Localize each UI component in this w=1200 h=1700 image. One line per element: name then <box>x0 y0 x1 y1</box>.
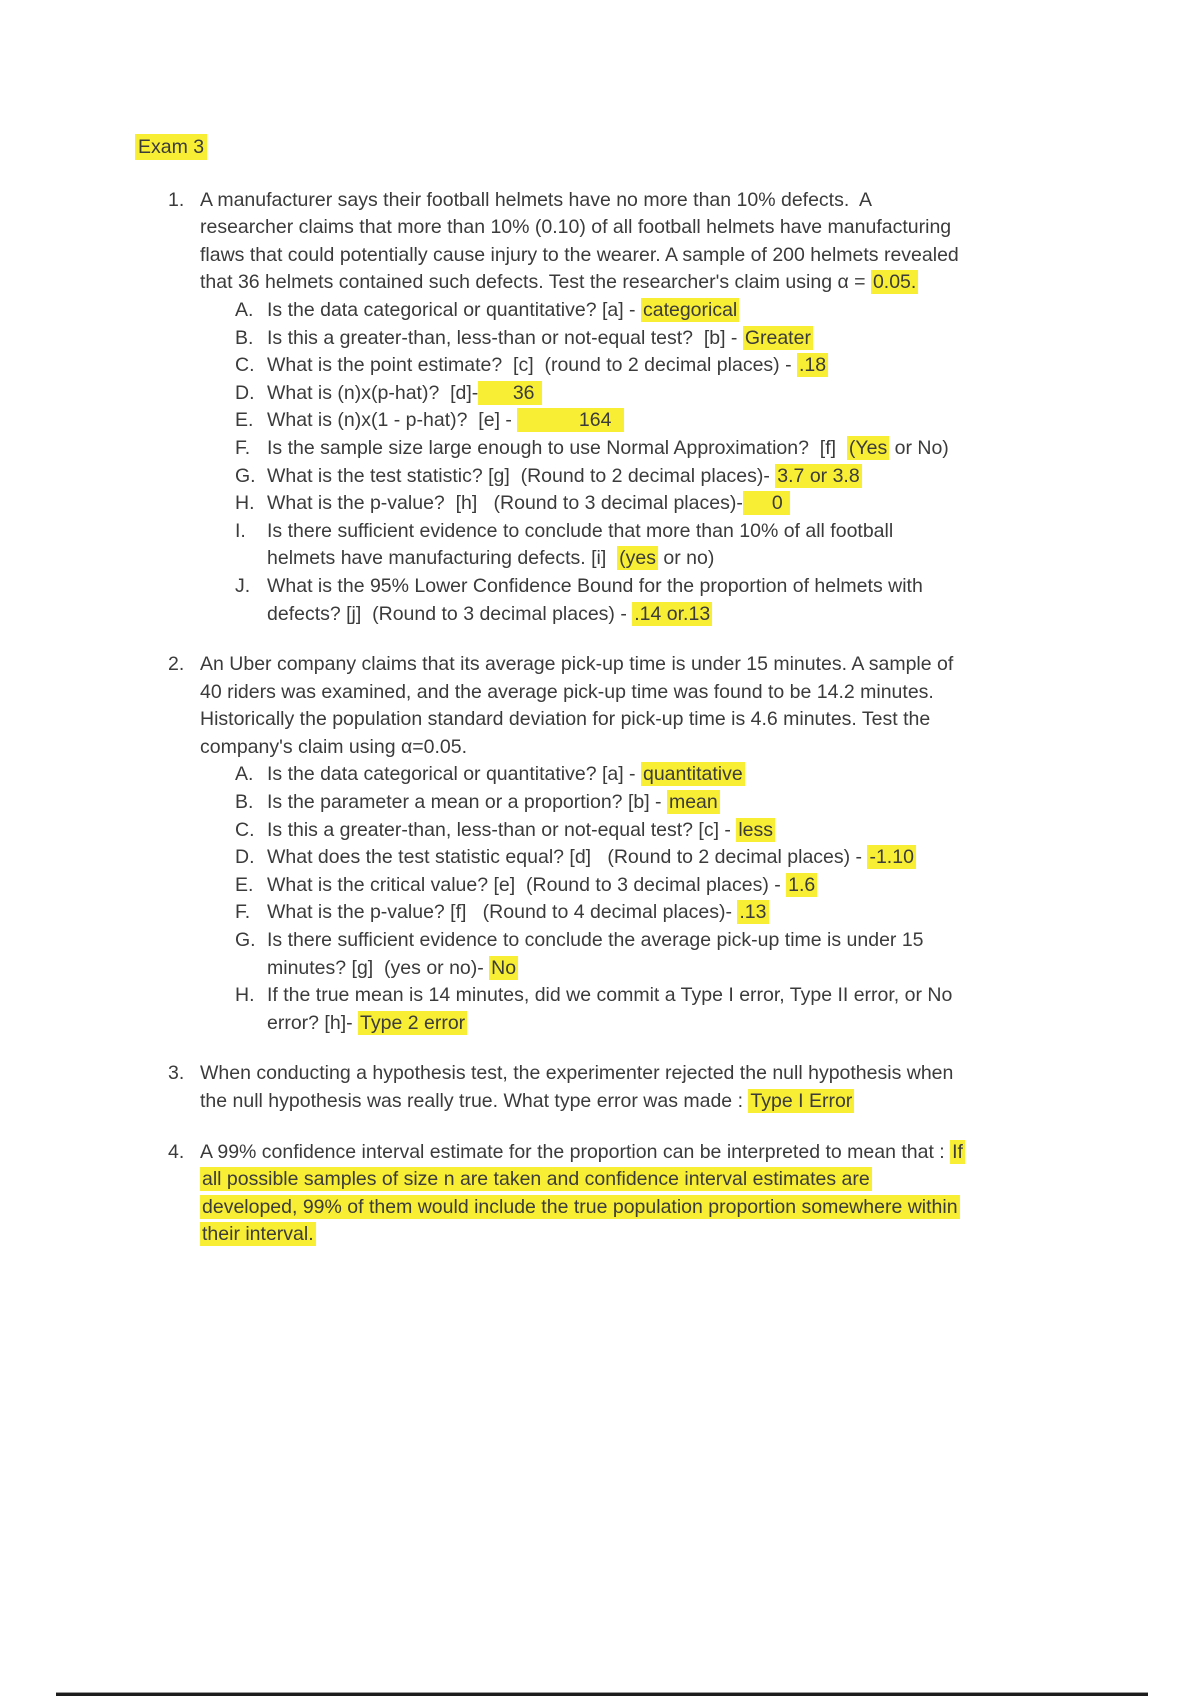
text-segment: What does the test statistic equal? [d] (Round to 2 decimal places) - <box>267 846 868 869</box>
question-body <box>200 187 1080 629</box>
text-line <box>267 490 1080 518</box>
item-text <box>267 573 1080 628</box>
answer-highlight: their interval. <box>202 1223 314 1246</box>
item-letter: J. <box>235 574 251 597</box>
text-line <box>267 927 1080 955</box>
item-letter: B. <box>235 791 254 814</box>
answer-highlight: (Yes <box>848 436 888 459</box>
text-segment: Is the sample size large enough to use Normal Approximation? [f] <box>267 436 847 459</box>
text-line <box>267 407 1080 435</box>
text-segment: flaws that could potentially cause injury to the wearer. A sample of 200 helmets revealed <box>200 243 959 266</box>
item-text <box>267 380 1080 408</box>
text-segment: If the true mean is 14 minutes, did we commit a Type I error, Type II error, or No <box>267 984 953 1007</box>
question-item <box>200 872 1080 900</box>
questions-container <box>135 187 1080 1249</box>
answer-highlight: less <box>738 818 774 841</box>
question-item <box>200 407 1080 435</box>
question-body <box>200 1060 1080 1115</box>
text-line <box>267 761 1080 789</box>
text-line <box>200 1060 1080 1088</box>
item-text <box>267 927 1080 982</box>
item-letter: C. <box>235 354 255 377</box>
item-text <box>267 982 1080 1037</box>
question-number: 4. <box>168 1140 185 1163</box>
text-segment: What is the critical value? [e] (Round to 3 decimal places) - <box>267 873 787 896</box>
item-text <box>267 407 1080 435</box>
bottom-rule <box>56 1692 1148 1696</box>
item-letter: C. <box>235 818 255 841</box>
answer-highlight: developed, 99% of them would include the true population proportion somewhere within <box>202 1195 958 1218</box>
item-letter: G. <box>235 929 256 952</box>
answer-highlight: Greater <box>744 326 811 349</box>
item-text <box>267 518 1080 573</box>
question-4 <box>135 1139 1080 1249</box>
text-line <box>200 706 1080 734</box>
item-text <box>267 352 1080 380</box>
text-segment: Historically the population standard deviation for pick-up time is 4.6 minutes. Test the <box>200 708 931 731</box>
text-segment: What is the test statistic? [g] (Round to 2 decimal places)- <box>267 464 776 487</box>
text-line <box>267 817 1080 845</box>
question-1 <box>135 187 1080 629</box>
text-line <box>267 435 1080 463</box>
text-segment: 40 riders was examined, and the average pick-up time was found to be 14.2 minutes. <box>200 680 934 703</box>
answer-highlight: 1.6 <box>788 873 816 896</box>
answer-highlight: Type I Error <box>750 1090 853 1112</box>
text-line <box>267 601 1080 629</box>
text-line <box>267 573 1080 601</box>
question-item <box>200 927 1080 982</box>
text-line <box>200 242 1080 270</box>
text-line <box>267 352 1080 380</box>
text-segment: When conducting a hypothesis test, the experimenter rejected the null hypothesis when <box>200 1062 954 1085</box>
answer-highlight: No <box>491 956 517 979</box>
text-segment: What is the p-value? [f] (Round to 4 decimal places)- <box>267 901 738 924</box>
question-item <box>200 573 1080 628</box>
answer-highlight: 0 <box>744 492 789 515</box>
question-item <box>200 297 1080 325</box>
text-line <box>200 187 1080 215</box>
text-segment: or no) <box>657 547 715 570</box>
question-item <box>200 761 1080 789</box>
text-segment: Is this a greater-than, less-than or not-equal test? [b] - <box>267 326 743 349</box>
text-line <box>267 982 1080 1010</box>
text-segment: minutes? [g] (yes or no)- <box>267 956 490 979</box>
answer-highlight: all possible samples of size n are taken and confidence interval estimates are <box>202 1168 870 1191</box>
item-letter: A. <box>235 298 254 321</box>
document-title <box>135 134 1080 162</box>
text-line <box>200 1221 1080 1249</box>
item-letter: F. <box>235 901 251 924</box>
text-segment: or No) <box>889 436 949 459</box>
item-letter: H. <box>235 984 255 1007</box>
question-body <box>200 1139 1080 1249</box>
answer-highlight: .13 <box>739 901 767 924</box>
text-segment: error? [h]- <box>267 1011 359 1034</box>
text-line <box>200 1166 1080 1194</box>
question-item <box>200 352 1080 380</box>
question-item <box>200 899 1080 927</box>
document-content <box>135 134 1080 1272</box>
question-item <box>200 982 1080 1037</box>
text-line <box>200 214 1080 242</box>
text-line <box>200 1194 1080 1222</box>
text-line <box>267 872 1080 900</box>
item-text <box>267 817 1080 845</box>
text-line <box>200 651 1080 679</box>
question-item <box>200 325 1080 353</box>
item-letter: D. <box>235 381 255 404</box>
question-2 <box>135 651 1080 1037</box>
question-number: 1. <box>168 188 185 211</box>
item-letter: D. <box>235 846 255 869</box>
item-letter: F. <box>235 436 251 459</box>
text-line <box>267 789 1080 817</box>
text-segment: Is the parameter a mean or a proportion? [b] - <box>267 791 667 814</box>
text-segment: A 99% confidence interval estimate for the proportion can be interpreted to mean that : <box>200 1140 951 1163</box>
item-letter: E. <box>235 873 254 896</box>
text-segment: An Uber company claims that its average pick-up time is under 15 minutes. A sample of <box>200 653 954 676</box>
item-text <box>267 761 1080 789</box>
text-segment: researcher claims that more than 10% (0.10) of all football helmets have manufacturing <box>200 216 952 239</box>
question-body <box>200 651 1080 1037</box>
question-item <box>200 435 1080 463</box>
answer-highlight: 0.05. <box>872 271 917 294</box>
text-line <box>200 269 1080 297</box>
question-item <box>200 844 1080 872</box>
text-line <box>267 955 1080 983</box>
text-line <box>267 325 1080 353</box>
text-segment: What is the point estimate? [c] (round to 2 decimal places) - <box>267 354 797 377</box>
text-line <box>200 1139 1080 1167</box>
question-item <box>200 518 1080 573</box>
answer-highlight: quantitative <box>642 763 743 786</box>
text-segment: Is the data categorical or quantitative? [a] - <box>267 298 641 321</box>
item-text <box>267 789 1080 817</box>
answer-highlight: If <box>952 1140 963 1163</box>
text-segment: What is the 95% Lower Confidence Bound for the proportion of helmets with <box>267 574 923 597</box>
answer-highlight: -1.10 <box>869 846 914 869</box>
text-segment: the null hypothesis was really true. What type error was made : <box>200 1090 749 1112</box>
text-segment: What is the p-value? [h] (Round to 3 decimal places)- <box>267 492 743 515</box>
item-text <box>267 490 1080 518</box>
answer-highlight: 36 <box>480 381 540 404</box>
title-highlight: Exam 3 <box>135 134 207 160</box>
text-segment: What is (n)x(1 - p-hat)? [e] - <box>267 409 518 432</box>
text-line <box>267 297 1080 325</box>
text-segment: defects? [j] (Round to 3 decimal places) - <box>267 602 633 625</box>
text-line <box>200 734 1080 762</box>
answer-highlight: (yes <box>619 547 656 570</box>
question-3 <box>135 1060 1080 1115</box>
text-segment: A manufacturer says their football helmets have no more than 10% defects. A <box>200 188 873 211</box>
answer-highlight: Type 2 error <box>360 1011 466 1034</box>
text-segment: Is the data categorical or quantitative? [a] - <box>267 763 641 786</box>
answer-highlight: .14 or.13 <box>634 602 711 625</box>
question-number: 2. <box>168 653 185 676</box>
text-segment: Is this a greater-than, less-than or not-equal test? [c] - <box>267 818 737 841</box>
item-text <box>267 899 1080 927</box>
answer-highlight: 3.7 or 3.8 <box>777 464 860 487</box>
text-segment: company's claim using α=0.05. <box>200 735 468 758</box>
text-segment: Is there sufficient evidence to conclude the average pick-up time is under 15 <box>267 929 924 952</box>
item-text <box>267 325 1080 353</box>
text-segment: helmets have manufacturing defects. [i] <box>267 547 618 570</box>
item-letter: G. <box>235 464 256 487</box>
question-number: 3. <box>168 1062 185 1085</box>
text-line <box>267 545 1080 573</box>
answer-highlight: mean <box>668 791 718 814</box>
text-line <box>267 518 1080 546</box>
question-item <box>200 380 1080 408</box>
text-line <box>267 844 1080 872</box>
item-letter: E. <box>235 409 254 432</box>
item-letter: H. <box>235 492 255 515</box>
text-segment: Is there sufficient evidence to conclude that more than 10% of all football <box>267 519 894 542</box>
text-line <box>267 1010 1080 1038</box>
item-text <box>267 844 1080 872</box>
item-text <box>267 463 1080 491</box>
question-item <box>200 463 1080 491</box>
item-letter: B. <box>235 326 254 349</box>
item-text <box>267 872 1080 900</box>
item-text <box>267 435 1080 463</box>
answer-highlight: categorical <box>642 298 738 321</box>
question-item <box>200 490 1080 518</box>
item-text <box>267 297 1080 325</box>
item-letter: A. <box>235 763 254 786</box>
item-letter: I. <box>235 519 246 542</box>
question-item <box>200 817 1080 845</box>
text-line <box>200 1088 1080 1116</box>
question-item <box>200 789 1080 817</box>
text-line <box>200 679 1080 707</box>
text-line <box>267 380 1080 408</box>
text-segment: What is (n)x(p-hat)? [d]- <box>267 381 479 404</box>
text-line <box>267 899 1080 927</box>
answer-highlight: 164 <box>519 409 623 432</box>
answer-highlight: .18 <box>799 354 827 377</box>
text-line <box>267 463 1080 491</box>
text-segment: that 36 helmets contained such defects. Test the researcher's claim using α = <box>200 271 871 294</box>
